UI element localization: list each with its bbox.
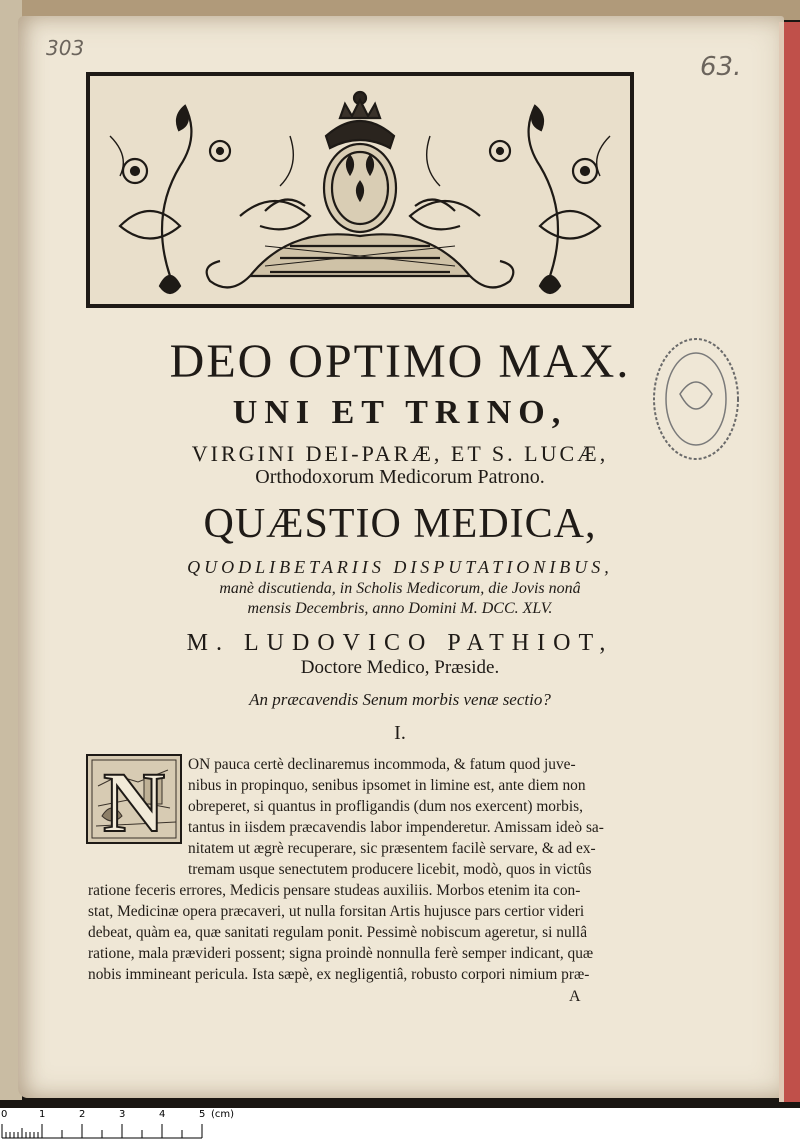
body-line: ratione, mala prævideri possent; signa proindè nonnulla ferè semper indicant, quæ [88,945,594,962]
dedication-line-2: UNI ET TRINO, [232,394,568,431]
ornamental-headpiece [86,72,634,308]
body-line: ON pauca certè declinaremus incommoda, & fatum quod juve- [188,756,576,773]
body-line: nobis immineant pericula. Ista sæpè, ex negligentiâ, robusto corpori nimium præ- [88,966,590,983]
scale-unit: (cm) [211,1109,235,1120]
body-line: ratione feceris errores, Medicis pensare studeas auxiliis. Morbos etenim ita con- [88,882,581,899]
catchword: A [569,988,581,1005]
body-line: nibus in propinquo, senibus ipsomet in limine est, ante diem non [188,777,586,794]
body-line: obreperet, si quantus in profligandis (dum nos exercent) morbis, [188,798,583,815]
page-number: 63. [700,52,742,82]
dedication-line-3: VIRGINI DEI-PARÆ, ET S. LUCÆ, [191,441,609,466]
scale-label: 4 [159,1109,166,1120]
headpiece-engraving [90,76,630,304]
drop-initial-letter: N [102,754,166,844]
body-line: tantus in iisdem præcavendis labor impenderetur. Amissam ideò sa- [188,819,604,836]
scale-label: 3 [119,1109,126,1120]
disputation-date-line-1: manè discutienda, in Scholis Medicorum, die Jovis nonâ [219,580,581,597]
body-line: tremam usque senectutem producere licebit, modò, quos in victûs [188,861,592,878]
drop-initial-ornament [86,754,182,844]
scale-label: 5 [199,1109,206,1120]
praeses-name: M. LUDOVICO PATHIOT, [186,630,614,656]
disputation-date-line-2: mensis Decembris, anno Domini M. DCC. XLV. [247,600,553,617]
praeses-title: Doctore Medico, Præside. [300,657,500,678]
dedication-line-1: DEO OPTIMO MAX. [169,335,631,388]
dedication-line-4: Orthodoxorum Medicorum Patrono. [255,466,545,488]
scale-label: 1 [39,1109,46,1120]
body-line: nitatem ut ægrè recuperare, sic præsentem facilè servare, & ad ex- [188,840,596,857]
body-line: debeat, quàm ea, quæ sanitati regulam ponit. Pessimè nobiscum ageretur, si nullâ [88,924,588,941]
section-number: I. [394,722,406,744]
scale-label: 2 [79,1109,86,1120]
measurement-scale [0,1108,800,1147]
disputation-heading: QUODLIBETARIIS DISPUTATIONIBUS, [187,557,613,577]
folio-annotation: 303 [46,36,85,60]
scale-label: 0 [1,1109,8,1120]
quaestio-title: QUÆSTIO MEDICA, [203,501,597,547]
thesis-question: An præcavendis Senum morbis venæ sectio? [249,690,551,709]
body-line: stat, Medicinæ opera præcaveri, ut nulla forsitan Artis hujusce pars certior videri [88,903,585,920]
